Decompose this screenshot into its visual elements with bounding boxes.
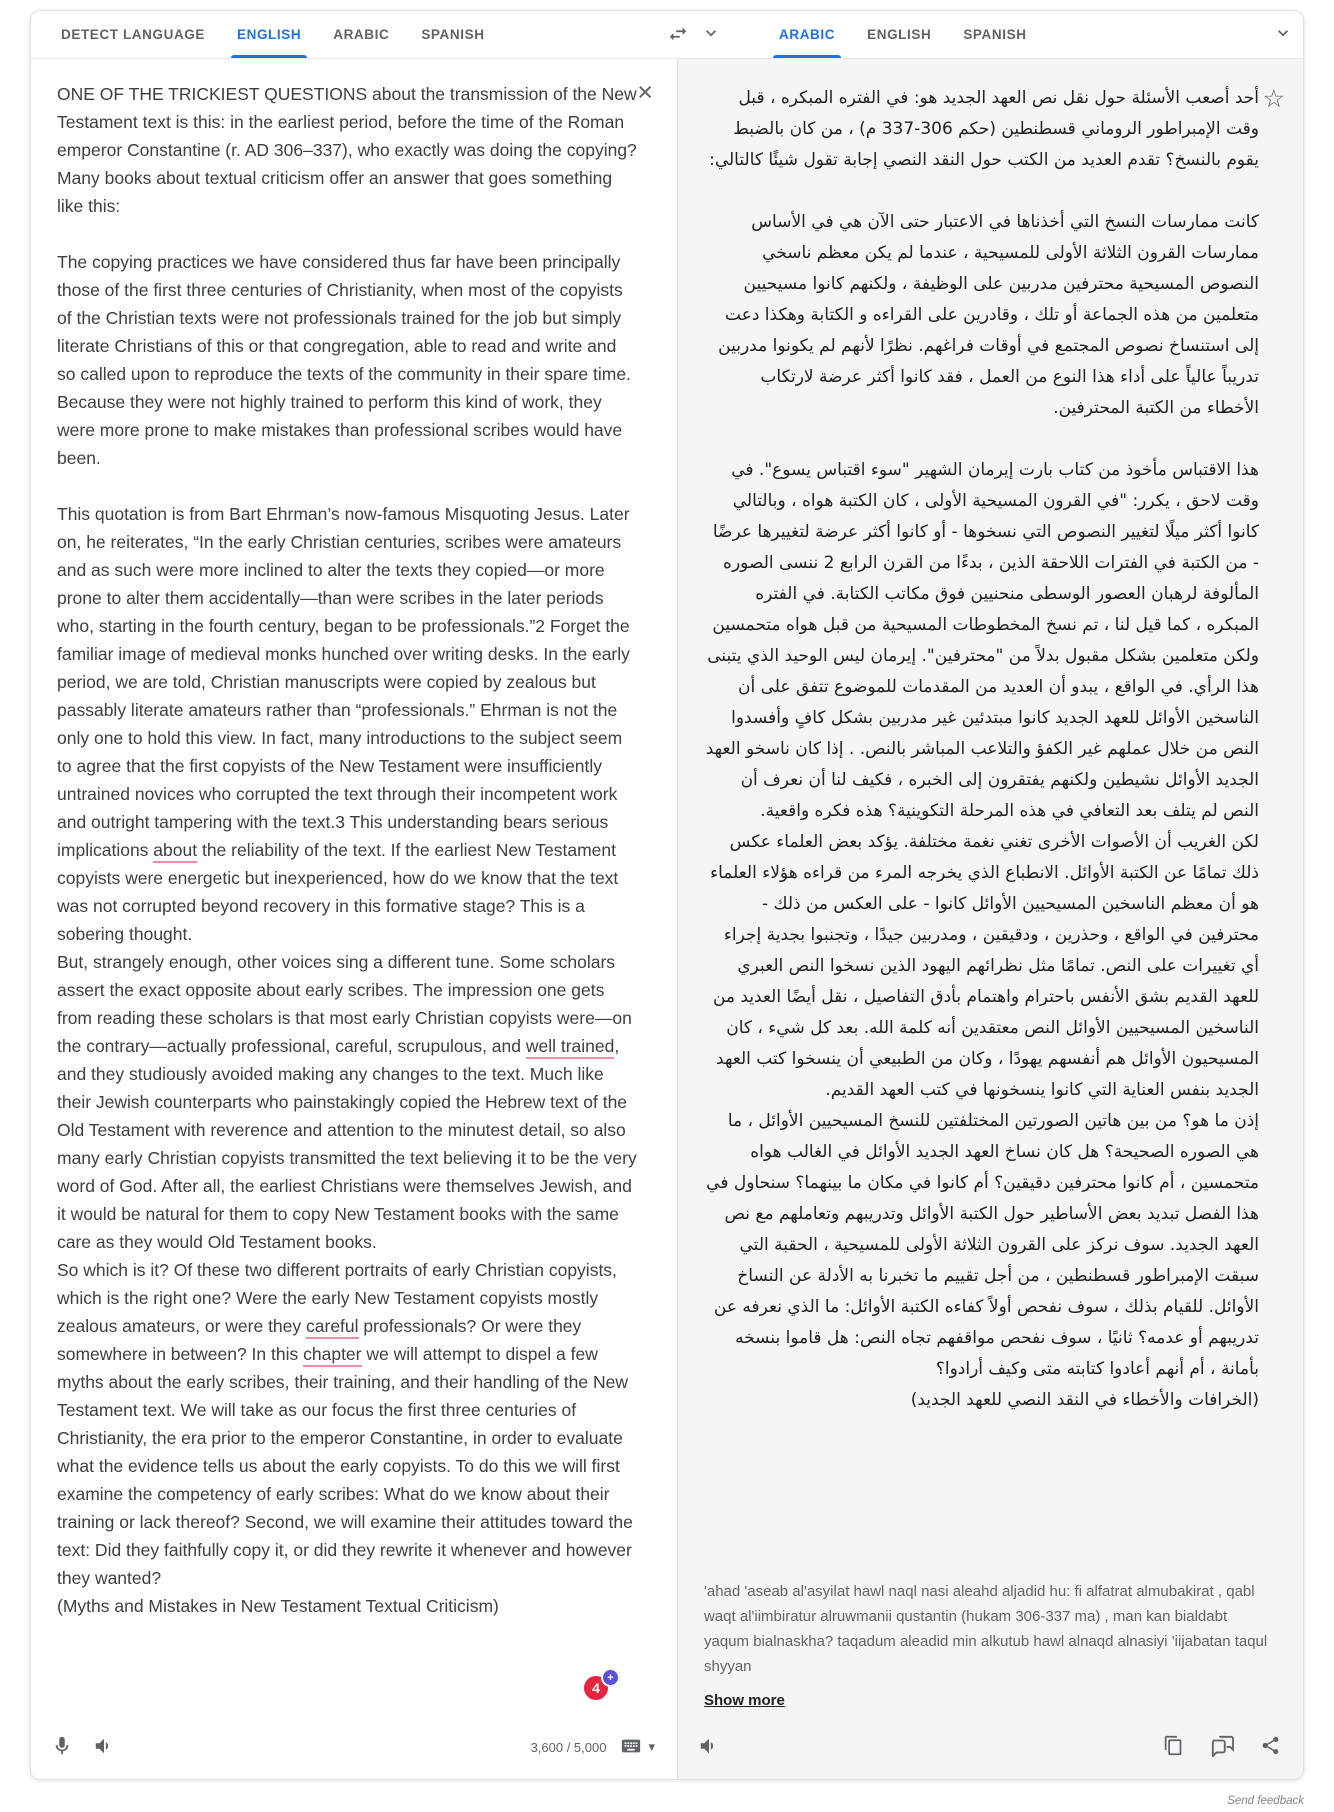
rate-translation-icon [1210,1735,1234,1760]
target-more-languages-button[interactable] [1263,11,1303,58]
copy-translation-button[interactable] [1163,1735,1184,1759]
share-translation-button[interactable] [1260,1735,1281,1759]
copy-icon [1163,1735,1184,1759]
source-paragraph: (Myths and Mistakes in New Testament Textual Criticism) [57,1596,499,1616]
target-panel [677,59,1303,1779]
star-icon: ☆ [1262,84,1285,113]
save-translation-button[interactable] [1257,83,1291,114]
source-text[interactable] [57,80,637,1701]
speaker-icon [698,1735,720,1760]
keyboard-icon [620,1735,642,1760]
target-bottom-bar [678,1715,1303,1779]
target-tab-english[interactable]: ENGLISH [851,11,947,58]
source-paragraph: ONE OF THE TRICKIEST QUESTIONS about the transmission of the New Testament text is this: in the earliest period, before the time of the Roman emperor Constantine (r. AD 306–337), who exactly was doing the copying? Many books about textual criticism offer an answer that goes something like this: [57,84,637,216]
target-tab-spanish[interactable]: SPANISH [947,11,1042,58]
extension-badge-count: 4 [584,1676,608,1700]
source-bottom-bar [31,1715,677,1779]
spellcheck-underlined-word: about [153,840,197,863]
translation-paragraph: إذن ما هو؟ من بين هاتين الصورتين المختلفتين للنسخ المسيحيين الأوائل ، ما هي الصوره الصحيحة؟ هل كان نساخ العهد الجديد الأوائل في الغالب هواه متحمسين ، أم كانوا محترفين دقيقين؟ أم كانوا في مكان ما بينهما؟ سنحاول في هذا الفصل تبديد بعض الأساطير حول الكتبة الأوائل وتدريبهم وتعاملهم مع نص العهد الجديد. سوف نركز على القرون الثلاثة الأولى للمسيحية ، الحقبة التي سبقت الإمبراطور قسطنطين ، من أجل تقييم ما تخبرنا به الأدلة عن النساخ الأوائل. للقيام بذلك ، سوف نفحص أولاً كفاءه الكتبة الأوائل: ما الذي نعرفه عن تدريبهم أو عدمه؟ ثانيًا ، سوف نفحص مواقفهم تجاه النص: هل قاموا بنسخه بأمانة ، أم أنهم أعادوا كتابته متى وكيف أرادوا؟ [706,1111,1259,1379]
close-icon: × [637,77,653,107]
source-tab-detect-language[interactable]: DETECT LANGUAGE [45,11,221,58]
translate-card [30,10,1304,1780]
extension-badge-plus-icon: + [601,1668,620,1687]
translation-paragraph: هذا الاقتباس مأخوذ من كتاب بارت إيرمان الشهير "سوء اقتباس يسوع". في وقت لاحق ، يكرر: "في القرون المسيحية الأولى ، كان الكتبة هواه ، وبالتالي كانوا أكثر ميلًا لتغيير النصوص التي نسخوها - أو كانوا أكثر عرضة لتغييرها عرضًا - من الكتبة في الفترات اللاحقة الذين ، بدءًا من القرن الرابع 2 ننسى الصوره المألوفة لرهبان العصور الوسطى منحنيين فوق مكاتب الكتابة. في الفتره المبكره ، كما قيل لنا ، تم نسخ المخطوطات المسيحية من قبل هواه متحمسين ولكن متعلمين بشكل مقبول بدلاً من "محترفين". إيرمان ليس الوحيد الذي يتبنى هذا الرأي. في الواقع ، يبدو أن العديد من المقدمات للموضوع تتفق على أن الناسخين الأوائل للعهد الجديد كانوا مبتدئين غير مدربين بشكل كافٍ وأفسدوا النص من خلال عملهم غير الكفؤ والتلاعب المباشر بالنص. . إذا كان ناسخو العهد الجديد الأوائل نشيطين ولكنهم يفتقرون إلى الخبره ، فكيف لنا أن نعرف أن النص لم يتلف بعد التعافي في هذه المرحلة التكوينية؟ هذه فكره واقعية. [705,460,1259,821]
source-paragraph: The copying practices we have considered thus far have been principally those of the first three centuries of Christianity, when most of the copyists of the Christian texts were not professionals trained for the job but simply literate Christians of this or that congregation, able to read and write and so called upon to reproduce the texts of the community in their spare time. Because they were not highly trained to perform this kind of work, they were more prone to make mistakes than professional scribes would have been. [57,252,631,468]
source-tab-english[interactable]: ENGLISH [221,11,317,58]
source-tab-arabic[interactable]: ARABIC [317,11,405,58]
show-more-link[interactable]: Show more [704,1692,785,1709]
translation-text [704,83,1259,1416]
input-tools-button[interactable] [620,1735,655,1760]
listen-source-button[interactable] [93,1735,115,1760]
target-language-tabs [731,11,1263,58]
source-more-languages-button[interactable] [691,11,731,58]
char-counter: 3,600 / 5,000 [530,1739,607,1755]
translate-by-voice-button[interactable] [51,1735,73,1760]
spellcheck-underlined-word: careful [306,1316,359,1339]
swap-horizontal-arrows-icon [667,23,689,48]
translation-paragraph: كانت ممارسات النسخ التي أخذناها في الاعتبار حتى الآن هي في الأساس ممارسات القرون الثلاثة الأولى للمسيحية ، عندما لم يكن معظم ناسخي النصوص المسيحية محترفين مدربين على الوظيفة ، ولكنهم كانوا مسيحيين متعلمين من هذه الجماعة أو تلك ، وقادرين على القراءه و الكتابة وهكذا دعت إلى استنساخ نصوص المجتمع في أوقات فراغهم. نظرًا لأنهم لم يكونوا مدربين تدريباً عالياً على أداء هذا النوع من العمل ، فقد كانوا أكثر عرضة لارتكاب الأخطاء من الكتبة المحترفين. [718,212,1259,418]
language-toolbar [31,11,1303,59]
spellcheck-underlined-word: chapter [303,1344,361,1367]
translation-paragraph: (الخرافات والأخطاء في النقد النصي للعهد الجديد) [910,1390,1259,1410]
input-tools-caret-icon: ▾ [648,1739,655,1755]
swap-languages-button[interactable] [661,18,695,52]
chevron-down-icon [701,23,721,46]
source-paragraph: This quotation is from Bart Ehrman’s now-famous Misquoting Jesus. Later on, he reiterates, “In the early Christian centuries, scribes were amateurs and as such were more inclined to alter the texts they copied—or more prone to alter them accidentally—than were scribes in the later periods who, starting in the fourth century, began to be professionals.”2 Forget the familiar image of medieval monks hunched over writing desks. In the early period, we are told, Christian manuscripts were copied by zealous but passably literate amateurs rather than “professionals.” Ehrman is not the only one to hold this view. In fact, many introductions to the subject seem to agree that the first copyists of the New Testament were insufficiently untrained novices who corrupted the text through their incompetent work and outright tampering with the text.3 This understanding bears serious implications about the reliability of the text. If the earliest New Testament copyists were energetic but inexperienced, how do we know that the text was not corrupted beyond recovery in this formative stage? This is a sobering thought. [57,504,630,944]
speaker-icon [93,1735,115,1760]
transliteration-text: 'ahad 'aseab al'asyilat hawl naql nasi aleahd aljadid hu: fi alfatrat almubakirat , qabl waqt al'iimbiratur alruwmanii qustantin (hukam 306-337 ma) , man kan bialdabt yaqum bialnaskha? taqadum aleadid min alkutub hawl alnaqd alnasiyi 'iijabatan taqul shyyan [704,1583,1268,1675]
extension-badge[interactable] [584,1667,624,1707]
chevron-down-icon [1273,23,1293,46]
clear-source-button[interactable] [631,79,659,105]
listen-translation-button[interactable] [698,1735,720,1760]
source-tab-spanish[interactable]: SPANISH [405,11,500,58]
source-panel [31,59,677,1779]
microphone-icon [51,1735,73,1760]
source-language-tabs [31,11,691,58]
send-feedback-link[interactable]: Send feedback [1227,1795,1304,1807]
target-tab-arabic[interactable]: ARABIC [763,11,851,58]
translation-paragraph: أحد أصعب الأسئلة حول نقل نص العهد الجديد هو: في الفتره المبكره ، قبل وقت الإمبراطور الروماني قسطنطين (حكم 306-337 م) ، من كان بالضبط يقوم بالنسخ؟ تقدم العديد من الكتب حول النقد النصي إجابة تقول شيئًا كالتالي: [709,88,1259,170]
source-paragraph: So which is it? Of these two different portraits of early Christian copyists, which is the right one? Were the early New Testament copyists mostly zealous amateurs, or were they careful professionals? Or were they somewhere in between? In this chapter we will attempt to dispel a few myths about the early scribes, their training, and their handling of the New Testament text. We will take as our focus the first three centuries of Christianity, the era prior to the emperor Constantine, in order to evaluate what the evidence tells us about the early copyists. To do this we will first examine the competency of early scribes: What do we know about their training or lack thereof? Second, we will examine their attitudes toward the text: Did they faithfully copy it, or did they rewrite it whenever and however they wanted? [57,1260,633,1588]
spellcheck-underlined-word: well trained [526,1036,615,1059]
translation-paragraph: لكن الغريب أن الأصوات الأخرى تغني نغمة مختلفة. يؤكد بعض العلماء عكس ذلك تمامًا عن الكتبة الأوائل. الانطباع الذي يخرجه المرء من قراءه هؤلاء العلماء هو أن معظم الناسخين المسيحيين الأوائل كانوا - على العكس من ذلك - محترفين في الواقع ، وحذرين ، ودقيقين ، ومدربين جيدًا ، وتجنبوا بجدية إجراء أي تغييرات على النص. تمامًا مثل نظرائهم اليهود الذين نسخوا النص العبري للعهد القديم بشق الأنفس باحترام واهتمام بأدق التفاصيل ، نقل أيضًا العديد من الناسخين المسيحيين الأوائل النص معتقدين أنه كلمة الله. بعد كل شيء ، كان المسيحيون الأوائل هم أنفسهم يهودًا ، وكان من الطبيعي أن ينسخوا كتب العهد الجديد بنفس العناية التي كانوا ينسخونها في كتب العهد القديم. [710,832,1259,1100]
share-icon [1260,1735,1281,1759]
rate-translation-button[interactable] [1210,1735,1234,1760]
source-paragraph: But, strangely enough, other voices sing a different tune. Some scholars assert the exact opposite about early scribes. The impression one gets from reading these scholars is that most early Christian copyists were—on the contrary—actually professional, careful, scrupulous, and well trained, and they studiously avoided making any changes to the text. Much like their Jewish counterparts who painstakingly copied the Hebrew text of the Old Testament with reverence and attention to the minutest detail, so also many early Christian copyists transmitted the text believing it to be the very word of God. After all, the earliest Christians were themselves Jewish, and it would be natural for them to copy New Testament books with the same care as they would Old Testament books. [57,952,637,1252]
